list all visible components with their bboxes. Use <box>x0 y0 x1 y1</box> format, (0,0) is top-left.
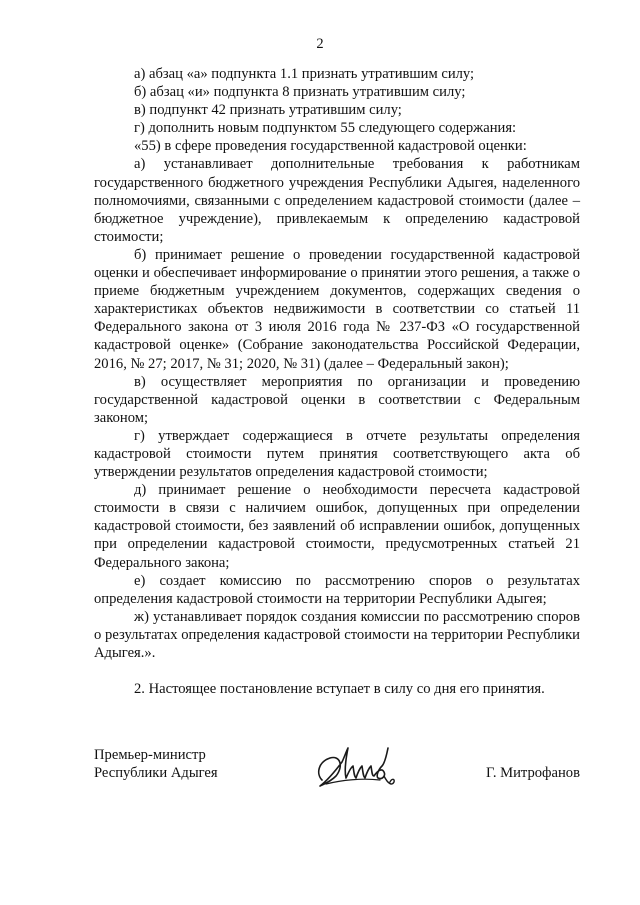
signer-position-line-1: Премьер-министр <box>94 747 206 763</box>
paragraph-55-v: в) осуществляет мероприятия по организации и проведению государственной кадастровой оценки в соответствии с Федеральным законом; <box>94 373 580 426</box>
signer-position <box>94 746 218 782</box>
signer-position-line-2: Республики Адыгея <box>94 765 218 782</box>
page-number: 2 <box>316 36 324 52</box>
document-body <box>94 65 580 698</box>
closing-paragraph: 2. Настоящее постановление вступает в силу со дня его принятия. <box>134 681 545 698</box>
signer-name: Г. Митрофанов <box>486 765 580 781</box>
paragraph-g: г) дополнить новым подпунктом 55 следующего содержания: <box>134 120 517 137</box>
paragraph-55-g: г) утверждает содержащиеся в отчете результаты определения кадастровой стоимости путем принятия соответствующего акта об утверждении результатов определения кадастровой стоимости; <box>94 427 580 481</box>
paragraph-55-b: б) принимает решение о проведении государственной кадастровой оценки и обеспечивает информирование о принятии этого решения, а также о приеме бюджетным учреждением документов, содержащих сведения о характеристиках объектов недвижимости в соответствии со статьей 11 Федерального закона от 3 июля 2016 года № 237-ФЗ «О государственной кадастровой оценке» (Собрание законодательства Российской Федерации, 2016, № 27; 2017, № 31; 2020, № 31) (далее – Федеральный закон); <box>94 246 580 372</box>
paragraph-55-a: а) устанавливает дополнительные требования к работникам государственного бюджетного учреждения Республики Адыгея, наделенного полномочиями, связанными с определением кадастровой стоимости (далее – бюджетное учреждение), привлекаемым к определению кадастровой стоимости; <box>94 156 580 245</box>
paragraph-55-d: д) принимает решение о необходимости пересчета кадастровой стоимости в связи с наличием ошибок, допущенных при определении кадастровой стоимости, без заявлений об исправлении ошибок, допущенных при определении кадастровой стоимости, предусмотренных статьей 21 Федерального закона; <box>94 482 580 571</box>
paragraph-55-zh: ж) устанавливает порядок создания комиссии по рассмотрению споров о результатах определения кадастровой стоимости на территории Республики Адыгея.». <box>94 608 580 661</box>
paragraph-55-e: е) создает комиссию по рассмотрению споров о результатах определения кадастровой стоимости на территории Республики Адыгея; <box>94 572 580 607</box>
paragraph-v: в) подпункт 42 признать утратившим силу; <box>134 102 402 119</box>
handwritten-signature <box>308 740 400 798</box>
paragraph-b: б) абзац «и» подпункта 8 признать утратившим силу; <box>134 84 466 101</box>
signature-stroke-tail <box>384 776 394 784</box>
paragraph-55-intro: «55) в сфере проведения государственной кадастровой оценки: <box>134 138 527 155</box>
signature-stroke-underline <box>326 779 380 784</box>
paragraph-a: а) абзац «а» подпункта 1.1 признать утратившим силу; <box>134 66 475 82</box>
signature-block <box>94 740 580 800</box>
